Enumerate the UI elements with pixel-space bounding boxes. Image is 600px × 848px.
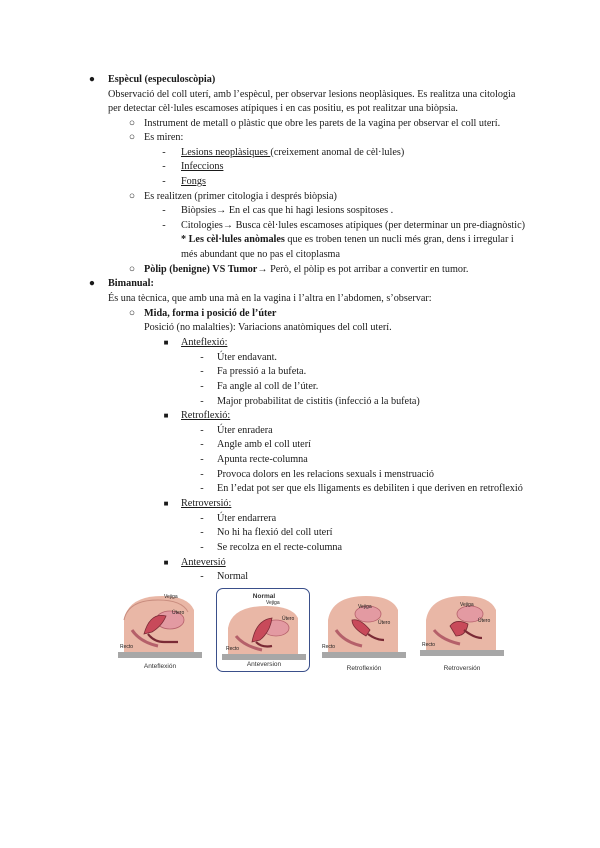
retroflexion-illustration xyxy=(322,590,406,674)
anteflexion-drawing xyxy=(118,590,202,662)
label-recto: Recto xyxy=(226,646,240,652)
bimanual-posicio: Posició (no malalties): Variacions anatòmiques del coll uterí. xyxy=(144,322,392,333)
caption-anteflexion: Anteflexión xyxy=(143,663,177,670)
dash: - xyxy=(200,454,204,465)
citologies-note-line-1 xyxy=(181,233,514,248)
anteversion-illustration xyxy=(222,590,306,674)
dash: - xyxy=(200,396,204,407)
retroversio-title: Retroversió: xyxy=(181,498,232,509)
retroflexio-item: Angle amb el coll uterí xyxy=(217,439,311,450)
especul-heading: Espècul (especuloscòpia) xyxy=(108,74,216,85)
retroflexio-item: Úter enradera xyxy=(217,425,273,436)
label-vejiga: Vejiga xyxy=(460,602,474,608)
dash: - xyxy=(200,513,204,524)
polip-bold: Pòlip (benigne) VS Tumor→ xyxy=(144,264,268,275)
dash: - xyxy=(200,571,204,582)
anteflexio-item: Úter endavant. xyxy=(217,352,277,363)
citologies-note-line-2: més abundant que no pas el citoplasma xyxy=(181,249,340,260)
bullet-bimanual: ● xyxy=(88,278,96,289)
label-utero: Útero xyxy=(172,610,185,616)
note-rest: que es troben tenen un nucli més gran, dens i irregular i xyxy=(284,234,514,245)
caption-retroversion: Retroversión xyxy=(443,665,481,672)
retroversion-illustration xyxy=(420,590,504,674)
anteflexio-item: Major probabilitat de cistitis (infecció a la bufeta) xyxy=(217,396,420,407)
polip-rest: Però, el pòlip es pot arribar a convertir en tumor. xyxy=(267,264,469,275)
realitzen-biopsies: Biòpsies→ En el cas que hi hagi lesions sospitoses . xyxy=(181,205,394,216)
label-recto: Recto xyxy=(120,644,134,650)
square-bullet: ■ xyxy=(163,411,169,420)
label-utero: Útero xyxy=(282,616,295,622)
retroversio-item: Se recolza en el recte-columna xyxy=(217,542,343,553)
retroflexio-item: Provoca dolors en les relacions sexuals i menstruació xyxy=(217,469,434,480)
anteflexio-title: Anteflexió: xyxy=(181,337,228,348)
realitzen-citologies: Citologies→ Busca cèl·lules escamoses atípiques (per determinar un pre-diagnòstic) xyxy=(181,220,526,231)
caption-anteversion: Anteversion xyxy=(246,661,282,668)
dash: - xyxy=(200,542,204,553)
miren-lesions-underlined: Lesions neoplàsiques xyxy=(181,147,271,158)
retroflexio-item: En l’edat pot ser que els lligaments es debiliten i que deriven en retroflexió xyxy=(217,483,523,494)
dash: - xyxy=(162,161,166,172)
especul-item-instrument: Instrument de metall o plàstic que obre les parets de la vagina per observar el coll uterí. xyxy=(144,118,501,129)
anteflexio-item: Fa angle al coll de l’úter. xyxy=(217,381,319,392)
dash: - xyxy=(200,352,204,363)
normal-label: Normal xyxy=(252,593,276,600)
bullet-especul: ● xyxy=(88,74,96,85)
dash: - xyxy=(200,425,204,436)
especul-desc-line-1: Observació del coll uterí, amb l’espècul, per observar lesions neoplàsiques. Es realitza una citologia xyxy=(108,89,516,100)
miren-fongs: Fongs xyxy=(181,176,206,187)
anteflexio-item: Fa pressió a la bufeta. xyxy=(217,366,307,377)
sub-bullet: ○ xyxy=(128,118,136,129)
uterus-positions-figure xyxy=(118,590,490,678)
label-vejiga: Vejiga xyxy=(266,600,280,606)
note-bold: * Les cèl·lules anòmales xyxy=(181,234,285,245)
bimanual-subtitle: Mida, forma i posició de l’úter xyxy=(144,308,277,319)
dash: - xyxy=(162,205,166,216)
sub-bullet: ○ xyxy=(128,191,136,202)
dash: - xyxy=(200,469,204,480)
dash: - xyxy=(200,483,204,494)
dash: - xyxy=(200,366,204,377)
anteversio-item: Normal xyxy=(217,571,249,582)
square-bullet: ■ xyxy=(163,558,169,567)
retroflexion-drawing xyxy=(322,590,406,662)
especul-item-realitzen: Es realitzen (primer citologia i després biòpsia) xyxy=(144,191,337,202)
dash: - xyxy=(200,527,204,538)
label-recto: Recto xyxy=(422,642,436,648)
miren-lesions-rest: (creixement anomal de cèl·lules) xyxy=(270,147,405,158)
retroversion-drawing xyxy=(420,590,504,662)
label-vejiga: Vejiga xyxy=(164,594,178,600)
dash: - xyxy=(162,176,166,187)
especul-item-miren: Es miren: xyxy=(144,132,184,143)
miren-infeccions: Infeccions xyxy=(181,161,224,172)
sub-bullet: ○ xyxy=(128,264,136,275)
especul-item-polip xyxy=(144,263,468,278)
dash: - xyxy=(162,220,166,231)
square-bullet: ■ xyxy=(163,499,169,508)
dash: - xyxy=(200,381,204,392)
anteflexion-illustration xyxy=(118,590,202,674)
dash: - xyxy=(200,439,204,450)
label-vejiga: Vejiga xyxy=(358,604,372,610)
label-recto: Recto xyxy=(322,644,336,650)
dash: - xyxy=(162,147,166,158)
bimanual-desc: És una tècnica, que amb una mà en la vagina i l’altra en l’abdomen, s’observar: xyxy=(108,293,432,304)
anteversio-title: Anteversió xyxy=(181,557,226,568)
miren-lesions xyxy=(181,146,404,161)
square-bullet: ■ xyxy=(163,338,169,347)
retroflexio-item: Apunta recte-columna xyxy=(217,454,308,465)
retroversio-item: No hi ha flexió del coll uterí xyxy=(217,527,333,538)
retroversio-item: Úter endarrera xyxy=(217,513,277,524)
label-utero: Útero xyxy=(478,618,491,624)
sub-bullet: ○ xyxy=(128,308,136,319)
retroflexio-title: Retroflexió: xyxy=(181,410,231,421)
sub-bullet: ○ xyxy=(128,132,136,143)
caption-retroflexion: Retroflexión xyxy=(346,665,382,672)
bimanual-heading: Bimanual: xyxy=(108,278,154,289)
label-utero: Útero xyxy=(378,620,391,626)
especul-desc-line-2: per detectar cèl·lules escamoses atípiques i en cas positiu, es pot realitzar una biòpsia. xyxy=(108,103,458,114)
